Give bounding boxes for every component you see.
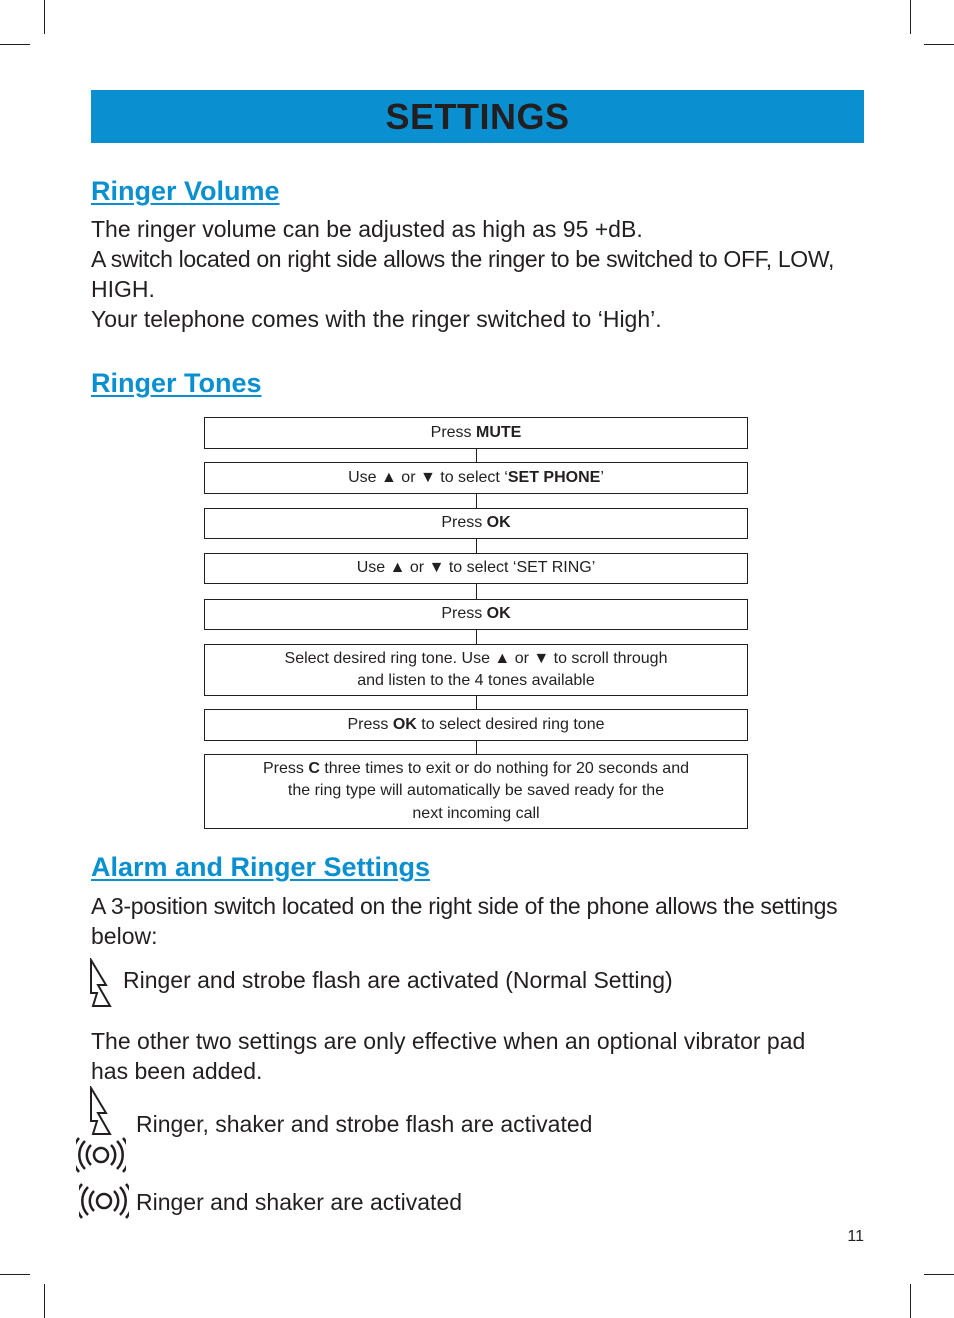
step-text: three times to exit or do nothing for 20 seconds and [319,759,689,777]
step-text: Use ▲ or ▼ to select ‘SET RING’ [356,559,596,577]
text-line: The ringer volume can be adjusted as high as 95 +dB. [91,216,643,242]
text-line: Your telephone comes with the ringer switched to ‘High’. [91,306,662,332]
crop-mark [924,1274,954,1275]
step-keyword: C [308,759,320,777]
flow-step [204,417,748,449]
step-text: Use ▲ or ▼ to select ‘ [348,468,508,486]
flow-step [204,754,748,829]
crop-mark [44,1284,45,1318]
step-keyword: OK [486,605,511,623]
step-text: Press [441,514,487,532]
step-text: and listen to the 4 tones available [357,672,595,689]
crop-mark [44,0,45,34]
step-keyword: SET PHONE [507,468,601,486]
step-text: the ring type will automatically be saved ready for the [287,782,665,800]
ringer-tones-heading: Ringer Tones [91,368,262,398]
alarm-settings-heading: Alarm and Ringer Settings [91,852,431,882]
text-line: The other two settings are only effective when an optional vibrator pad [91,1028,806,1054]
flow-connector [476,584,477,599]
flow-connector [476,449,477,462]
vibration-icon [79,1183,129,1219]
flow-connector [476,630,477,644]
step-text: to select desired ring tone [416,715,605,733]
step-keyword: OK [392,715,417,733]
flow-step [204,553,748,584]
crop-mark [910,0,911,34]
shaker-setting-text: Ringer and shaker are activated [136,1189,463,1215]
crop-mark [0,44,30,45]
step-text: Press [441,605,487,623]
step-keyword: MUTE [476,423,522,441]
vibrator-note-text [91,1026,871,1086]
step-text: next incoming call [412,804,540,822]
shaker-strobe-setting-text: Ringer, shaker and strobe flash are activated [136,1111,593,1137]
crop-mark [910,1284,911,1318]
flow-connector [476,539,477,553]
vibration-icon [76,1137,126,1173]
ringer-volume-text [91,214,871,334]
flow-step [204,462,748,494]
page-number: 11 [847,1228,864,1245]
step-text: ’ [600,468,604,486]
flow-connector [476,741,477,754]
step-text: Press [262,759,309,777]
step-text: Press [430,423,476,441]
crop-mark [924,44,954,45]
normal-setting-text: Ringer and strobe flash are activated (Normal Setting) [123,967,673,993]
lightning-bolt-icon [86,1086,114,1136]
flow-step [204,644,748,696]
flow-step [204,599,748,630]
text-line: HIGH. [91,276,155,302]
step-text: Press [347,715,393,733]
step-keyword: OK [486,514,511,532]
title-banner [91,90,864,143]
page-title: SETTINGS [385,95,570,137]
text-line: below: [91,923,158,949]
text-line: has been added. [91,1058,263,1084]
step-text: Select desired ring tone. Use ▲ or ▼ to scroll through [284,649,668,667]
flow-connector [476,696,477,709]
text-line: A 3-position switch located on the right side of the phone allows the settings [91,893,838,919]
lightning-bolt-icon [86,958,114,1008]
alarm-intro-text [91,891,871,951]
flow-step [204,508,748,539]
ringer-volume-heading: Ringer Volume [91,176,280,206]
flow-connector [476,494,477,508]
flow-step [204,709,748,741]
crop-mark [0,1274,30,1275]
text-line: A switch located on right side allows the ringer to be switched to OFF, LOW, [91,246,834,272]
